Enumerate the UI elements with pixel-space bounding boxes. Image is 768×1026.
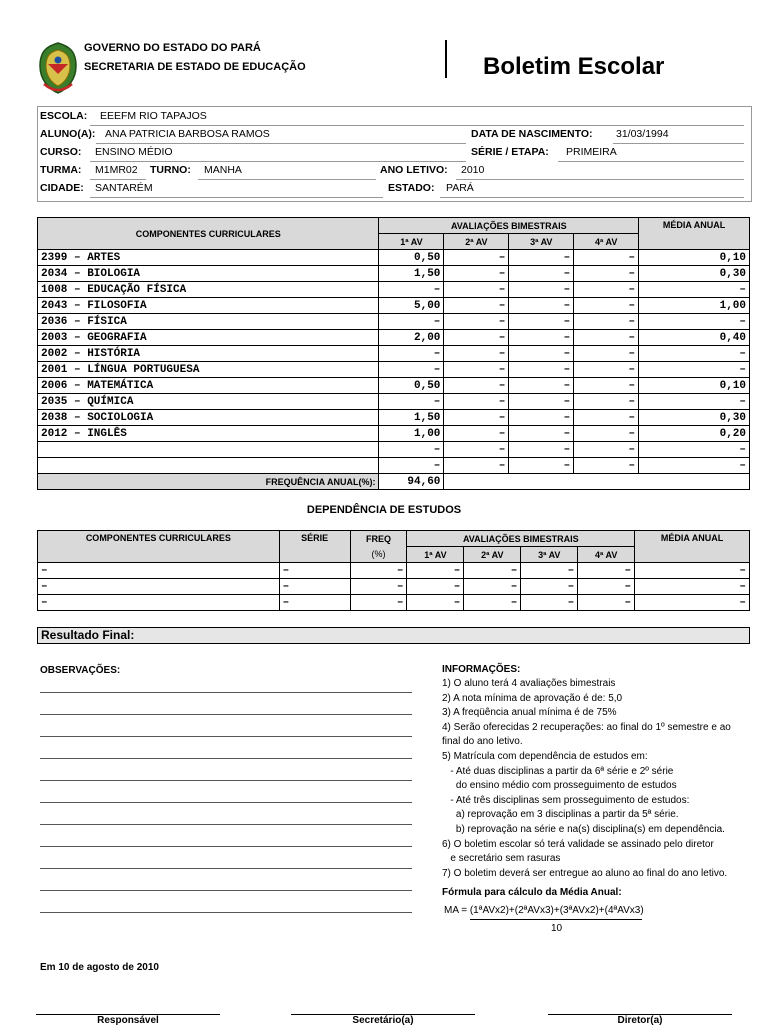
observation-line (40, 802, 412, 803)
header-divider (445, 40, 447, 78)
av-cell: – (509, 314, 574, 330)
info-line: - Até duas disciplinas a partir da 6ª série e 2º série (442, 765, 674, 777)
nascimento-value: 31/03/1994 (616, 128, 669, 140)
header-avaliacoes: AVALIAÇÕES BIMESTRAIS (379, 218, 639, 234)
dep-cell: – (521, 563, 578, 579)
formula-numerator: MA = (1ªAVx2)+(2ªAVx3)+(3ªAVx2)+(4ªAVx3) (444, 905, 644, 916)
signature-diretor: Diretor(a) (548, 1014, 732, 1026)
turma-value: M1MR02 (95, 164, 138, 176)
dep-cell: – (407, 579, 464, 595)
estado-label: ESTADO: (388, 182, 435, 194)
dep-cell: – (635, 563, 750, 579)
table-row (38, 314, 750, 330)
media-cell: 0,10 (639, 250, 750, 266)
dep-cell: – (279, 579, 350, 595)
av-cell: – (444, 394, 509, 410)
dep-cell: – (279, 595, 350, 611)
table-row (38, 394, 750, 410)
subject-cell: 1008 – EDUCAÇÃO FÍSICA (38, 282, 379, 298)
subject-cell: 2006 – MATEMÁTICA (38, 378, 379, 394)
av-cell: – (574, 378, 639, 394)
dep-cell: – (635, 595, 750, 611)
header-av1: 1ª AV (379, 234, 444, 250)
dep-cell: – (578, 563, 635, 579)
observation-line (40, 868, 412, 869)
dep-cell: – (350, 563, 407, 579)
header-av2: 2ª AV (444, 234, 509, 250)
dep-cell: – (464, 563, 521, 579)
media-cell: 0,10 (639, 378, 750, 394)
signature-responsavel: Responsável (36, 1014, 220, 1026)
dep-cell: – (464, 595, 521, 611)
av-cell: – (509, 378, 574, 394)
observation-line (40, 846, 412, 847)
aluno-label: ALUNO(A): (40, 128, 96, 140)
info-line: 3) A freqüência anual mínima é de 75% (442, 707, 617, 719)
dep-header-av4: 4ª AV (578, 547, 635, 563)
av-cell: – (444, 442, 509, 458)
dep-cell: – (350, 579, 407, 595)
av-cell: – (444, 426, 509, 442)
turma-label: TURMA: (40, 164, 82, 176)
av-cell: – (444, 378, 509, 394)
dep-header-av1: 1ª AV (407, 547, 464, 563)
observation-line (40, 758, 412, 759)
ano-letivo-value: 2010 (461, 164, 485, 176)
table-row (38, 458, 750, 474)
ano-letivo-label: ANO LETIVO: (380, 164, 448, 176)
media-cell: – (639, 346, 750, 362)
header-av3: 3ª AV (509, 234, 574, 250)
table-row (38, 330, 750, 346)
observation-line (40, 692, 412, 693)
av-cell: – (574, 266, 639, 282)
av-cell: – (574, 362, 639, 378)
table-row (38, 378, 750, 394)
observation-line (40, 890, 412, 891)
av-cell: 1,50 (379, 266, 444, 282)
media-cell: 0,40 (639, 330, 750, 346)
av-cell: – (379, 394, 444, 410)
subject-cell (38, 458, 379, 474)
dep-header-serie: SÉRIE (279, 531, 350, 563)
info-line: e secretário sem rasuras (442, 853, 561, 865)
header-av4: 4ª AV (574, 234, 639, 250)
av-cell: – (444, 458, 509, 474)
av-cell: – (509, 282, 574, 298)
info-line: 6) O boletim escolar só terá validade se assinado pelo diretor (442, 838, 714, 850)
av-cell: – (379, 282, 444, 298)
av-cell: 5,00 (379, 298, 444, 314)
av-cell: 1,50 (379, 410, 444, 426)
table-row (38, 579, 750, 595)
subject-cell: 2035 – QUÍMICA (38, 394, 379, 410)
dep-cell: – (350, 595, 407, 611)
state-coat-of-arms-logo (36, 40, 80, 96)
dep-cell: – (38, 563, 280, 579)
table-row (38, 282, 750, 298)
curso-label: CURSO: (40, 146, 82, 158)
page-title: Boletim Escolar (483, 53, 665, 80)
dep-header-av3: 3ª AV (521, 547, 578, 563)
av-cell: – (509, 362, 574, 378)
document-date: Em 10 de agosto de 2010 (40, 962, 159, 973)
av-cell: – (444, 250, 509, 266)
formula-denominator: 10 (551, 923, 563, 934)
info-line: - Até três disciplinas sem prosseguimento de estudos: (442, 794, 690, 806)
av-cell: – (574, 314, 639, 330)
media-cell: – (639, 362, 750, 378)
dep-header-media: MÉDIA ANUAL (635, 531, 750, 563)
av-cell: – (509, 458, 574, 474)
media-cell: 1,00 (639, 298, 750, 314)
estado-value: PARÁ (446, 182, 474, 194)
av-cell: – (509, 266, 574, 282)
av-cell: – (509, 298, 574, 314)
av-cell: – (444, 314, 509, 330)
av-cell: – (509, 410, 574, 426)
av-cell: – (509, 250, 574, 266)
av-cell: – (574, 298, 639, 314)
subject-cell (38, 442, 379, 458)
table-row (38, 298, 750, 314)
dep-cell: – (578, 579, 635, 595)
av-cell: – (379, 346, 444, 362)
cidade-label: CIDADE: (40, 182, 84, 194)
dep-cell: – (407, 595, 464, 611)
dep-header-freq: FREQ (350, 531, 407, 547)
media-cell: – (639, 394, 750, 410)
formula-fraction-bar (470, 919, 642, 920)
dep-header-componentes: COMPONENTES CURRICULARES (38, 531, 280, 563)
observation-line (40, 736, 412, 737)
serie-value: PRIMEIRA (566, 146, 617, 158)
av-cell: – (444, 410, 509, 426)
dep-cell: – (635, 579, 750, 595)
av-cell: – (574, 282, 639, 298)
info-line: 4) Serão oferecidas 2 recuperações: ao final do 1º semestre e ao (442, 721, 731, 733)
av-cell: – (509, 330, 574, 346)
dep-cell: – (578, 595, 635, 611)
curso-value: ENSINO MÉDIO (95, 146, 173, 158)
informacoes-label: INFORMAÇÕES: (442, 664, 521, 675)
av-cell: – (509, 346, 574, 362)
observacoes-label: OBSERVAÇÕES: (40, 665, 121, 676)
serie-label: SÉRIE / ETAPA: (471, 146, 549, 158)
av-cell: 0,50 (379, 250, 444, 266)
dep-header-av2: 2ª AV (464, 547, 521, 563)
subject-cell: 2034 – BIOLOGIA (38, 266, 379, 282)
media-cell: – (639, 442, 750, 458)
info-line: 5) Matrícula com dependência de estudos em: (442, 751, 648, 762)
dep-cell: – (38, 595, 280, 611)
av-cell: – (444, 330, 509, 346)
dep-cell: – (279, 563, 350, 579)
media-cell: – (639, 314, 750, 330)
dep-cell: – (407, 563, 464, 579)
av-cell: – (509, 426, 574, 442)
av-cell: – (574, 426, 639, 442)
observation-line (40, 714, 412, 715)
table-row (38, 250, 750, 266)
formula-label: Fórmula para cálculo da Média Anual: (442, 887, 622, 898)
av-cell: – (444, 282, 509, 298)
escola-value: EEEFM RIO TAPAJOS (100, 110, 207, 122)
av-cell: – (509, 442, 574, 458)
dependencia-title: DEPENDÊNCIA DE ESTUDOS (306, 504, 462, 516)
dep-cell: – (521, 595, 578, 611)
av-cell: – (444, 266, 509, 282)
av-cell: – (379, 362, 444, 378)
student-info-box (37, 106, 752, 202)
header-media-anual: MÉDIA ANUAL (639, 218, 750, 250)
government-name: GOVERNO DO ESTADO DO PARÁ (84, 42, 261, 54)
resultado-final-bar (37, 627, 750, 644)
av-cell: – (574, 394, 639, 410)
av-cell: – (379, 442, 444, 458)
av-cell: – (574, 442, 639, 458)
info-line: 2) A nota mínima de aprovação é de: 5,0 (442, 692, 623, 704)
subject-cell: 2043 – FILOSOFIA (38, 298, 379, 314)
frequencia-value: 94,60 (379, 474, 444, 490)
nascimento-label: DATA DE NASCIMENTO: (471, 128, 593, 140)
resultado-final-label: Resultado Final: (41, 628, 135, 642)
av-cell: – (444, 298, 509, 314)
media-cell: 0,30 (639, 266, 750, 282)
observation-line (40, 912, 412, 913)
table-row (38, 426, 750, 442)
av-cell: – (444, 346, 509, 362)
table-row (38, 346, 750, 362)
subject-cell: 2012 – INGLÊS (38, 426, 379, 442)
media-cell: 0,20 (639, 426, 750, 442)
escola-label: ESCOLA: (40, 110, 88, 122)
info-line: a) reprovação em 3 disciplinas a partir da 5ª série. (442, 809, 679, 821)
cidade-value: SANTARÉM (95, 182, 153, 194)
grades-table (37, 217, 750, 490)
frequencia-label: FREQUÊNCIA ANUAL(%): (38, 474, 379, 490)
info-line: final do ano letivo. (442, 736, 523, 748)
dependencia-table (37, 530, 750, 611)
observation-line (40, 824, 412, 825)
av-cell: – (379, 458, 444, 474)
dep-cell: – (464, 579, 521, 595)
dep-cell: – (38, 579, 280, 595)
av-cell: 1,00 (379, 426, 444, 442)
dep-header-freq-unit: (%) (350, 547, 407, 563)
signature-secretario: Secretário(a) (291, 1014, 475, 1026)
av-cell: – (574, 346, 639, 362)
av-cell: – (574, 250, 639, 266)
av-cell: – (574, 458, 639, 474)
turno-label: TURNO: (150, 164, 191, 176)
media-cell: – (639, 282, 750, 298)
subject-cell: 2002 – HISTÓRIA (38, 346, 379, 362)
info-line: 1) O aluno terá 4 avaliações bimestrais (442, 678, 616, 689)
av-cell: – (379, 314, 444, 330)
av-cell: 0,50 (379, 378, 444, 394)
dep-header-avaliacoes: AVALIAÇÕES BIMESTRAIS (407, 531, 635, 547)
table-row (38, 442, 750, 458)
header-componentes: COMPONENTES CURRICULARES (38, 218, 379, 250)
subject-cell: 2399 – ARTES (38, 250, 379, 266)
table-row (38, 595, 750, 611)
table-row (38, 362, 750, 378)
av-cell: – (574, 330, 639, 346)
turno-value: MANHA (204, 164, 242, 176)
media-cell: – (639, 458, 750, 474)
observation-line (40, 780, 412, 781)
subject-cell: 2038 – SOCIOLOGIA (38, 410, 379, 426)
subject-cell: 2003 – GEOGRAFIA (38, 330, 379, 346)
media-cell: 0,30 (639, 410, 750, 426)
subject-cell: 2036 – FÍSICA (38, 314, 379, 330)
dep-cell: – (521, 579, 578, 595)
secretariat-name: SECRETARIA DE ESTADO DE EDUCAÇÃO (84, 61, 306, 73)
table-row (38, 410, 750, 426)
av-cell: 2,00 (379, 330, 444, 346)
table-row (38, 266, 750, 282)
subject-cell: 2001 – LÍNGUA PORTUGUESA (38, 362, 379, 378)
av-cell: – (574, 410, 639, 426)
info-line: b) reprovação na série e na(s) disciplina(s) em dependência. (442, 824, 725, 835)
av-cell: – (509, 394, 574, 410)
info-line: 7) O boletim deverá ser entregue ao aluno ao final do ano letivo. (442, 867, 728, 879)
av-cell: – (444, 362, 509, 378)
table-row (38, 563, 750, 579)
info-line: do ensino médio com prosseguimento de estudos (442, 780, 677, 792)
aluno-value: ANA PATRICIA BARBOSA RAMOS (105, 128, 270, 140)
